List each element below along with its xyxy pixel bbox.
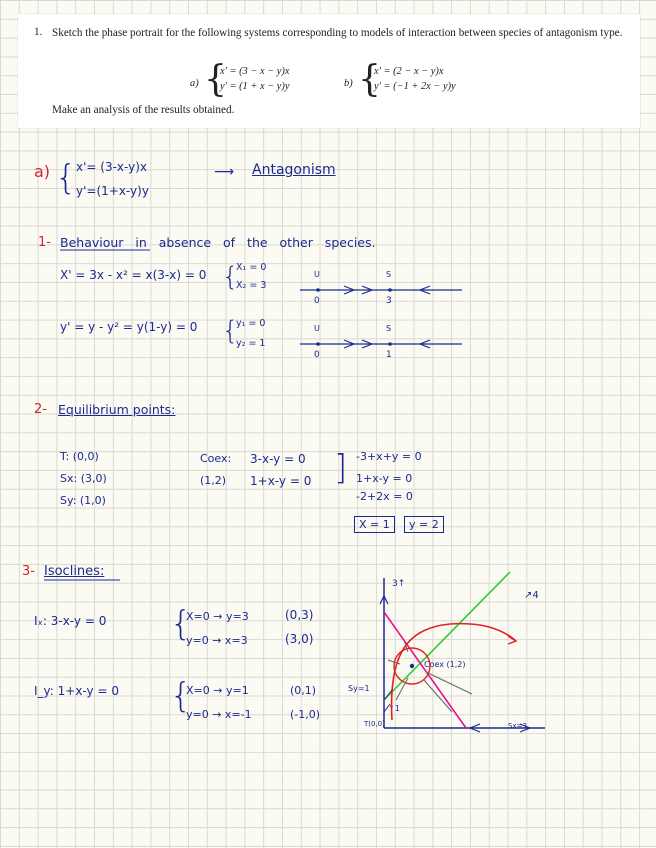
coex-box-x: X = 1 [354, 516, 395, 533]
system-a-eq1: x′ = (3 − x − y)x [220, 66, 290, 77]
coex-eq1: 3-x-y = 0 [250, 452, 306, 466]
s2-title: Equilibrium points: [58, 402, 176, 417]
s3-title: Isoclines: [44, 564, 105, 579]
graph-sy-label: Sy=1 [348, 684, 370, 693]
eq-point-sx: Sx: (3,0) [60, 472, 107, 485]
system-brace: { [55, 158, 77, 198]
system-b-eq1: x′ = (2 − x − y)x [374, 66, 444, 77]
graph-t-label: T(0,0) [364, 720, 385, 728]
arrow-to-type: ⟶ [214, 164, 235, 180]
system-a-brace: { [204, 59, 227, 100]
notes-sys-eq2: y'=(1+x-y)y [76, 184, 149, 198]
s1-x-root1: X₁ = 0 [236, 262, 267, 273]
s1-y-brace: { [222, 316, 239, 346]
s3-number: 3- [22, 564, 35, 579]
part-a-label: a) [34, 162, 51, 181]
graph-one-label: ↑1 [388, 704, 400, 713]
isocline-x-p2: (3,0) [285, 632, 314, 646]
s1-x-eq: X' = 3x - x² = x(3-x) = 0 [60, 268, 207, 282]
isocline-x-brace: { [170, 604, 192, 644]
s1-x-zero: 0 [314, 296, 320, 306]
trajectory-red [392, 624, 515, 720]
isocline-x-p1: (0,3) [285, 608, 314, 622]
isocline-y-p2: (-1,0) [290, 708, 321, 721]
system-a-eq2: y′ = (1 + x − y)y [220, 81, 290, 92]
eq-point-sy: Sy: (1,0) [60, 494, 106, 507]
coex-label: Coex: [200, 452, 232, 465]
system-a-label: a) [190, 78, 199, 89]
coex-box-y: y = 2 [404, 516, 444, 533]
isocline-y-brace: { [170, 676, 192, 716]
problem-text: Sketch the phase portrait for the following systems corresponding to models of interaction between species of antagonism type. [52, 27, 623, 39]
notes-sys-eq1: x'= (3-x-y)x [76, 160, 148, 174]
s1-title: Behaviour in absence of the other species. [60, 235, 376, 250]
s1-y-u: U [314, 324, 320, 333]
coex-eq2: 1+x-y = 0 [250, 474, 312, 488]
s1-y-root2: y₂ = 1 [236, 338, 266, 349]
isocline-y-l1: X=0 → y=1 [186, 684, 249, 697]
isocline-y: I_y: 1+x-y = 0 [34, 684, 119, 698]
phase-line-y [300, 340, 462, 348]
isocline-y-l2: y=0 → x=-1 [186, 708, 252, 721]
system-b-eq2: y′ = (−1 + 2x − y)y [374, 81, 456, 92]
graph-coex-label: Coex (1,2) [424, 660, 466, 669]
s1-x-brace: { [222, 262, 239, 292]
graph-sx-label: Sx=3 [508, 722, 527, 730]
graph-top-label: 3↑ [392, 579, 406, 589]
interaction-type: Antagonism [252, 162, 336, 178]
s1-y-one: 1 [386, 350, 392, 360]
problem-instruction: Make an analysis of the results obtained. [52, 104, 235, 116]
coex-r2: 1+x-y = 0 [356, 472, 413, 485]
isocline-y-p1: (0,1) [290, 684, 317, 697]
s1-y-root1: y₁ = 0 [236, 318, 266, 329]
system-b-label: b) [344, 78, 353, 89]
s1-x-three: 3 [386, 296, 392, 306]
coex-r1: -3+x+y = 0 [356, 450, 422, 463]
s1-x-root2: X₂ = 3 [236, 280, 267, 291]
s1-y-eq: y' = y - y² = y(1-y) = 0 [60, 320, 198, 334]
s1-y-zero: 0 [314, 350, 320, 360]
phase-line-x [300, 286, 462, 294]
graph-right-label: ↗4 [524, 590, 539, 601]
s1-x-s: S [386, 270, 392, 279]
coex-bracket: ] [334, 448, 348, 488]
isocline-x: Iₓ: 3-x-y = 0 [34, 614, 107, 628]
isocline-x-l2: y=0 → x=3 [186, 634, 248, 647]
coex-r3: -2+2x = 0 [356, 490, 413, 503]
s1-x-u: U [314, 270, 320, 279]
isocline-x-l1: X=0 → y=3 [186, 610, 249, 623]
eq-point-t: T: (0,0) [60, 450, 99, 463]
phase-portrait [380, 572, 545, 732]
s1-y-s: S [386, 324, 392, 333]
s2-number: 2- [34, 402, 47, 417]
coex-point: (1,2) [200, 474, 227, 487]
s1-number: 1- [38, 235, 51, 250]
problem-number: 1. [34, 26, 43, 38]
system-b-brace: { [358, 59, 381, 100]
